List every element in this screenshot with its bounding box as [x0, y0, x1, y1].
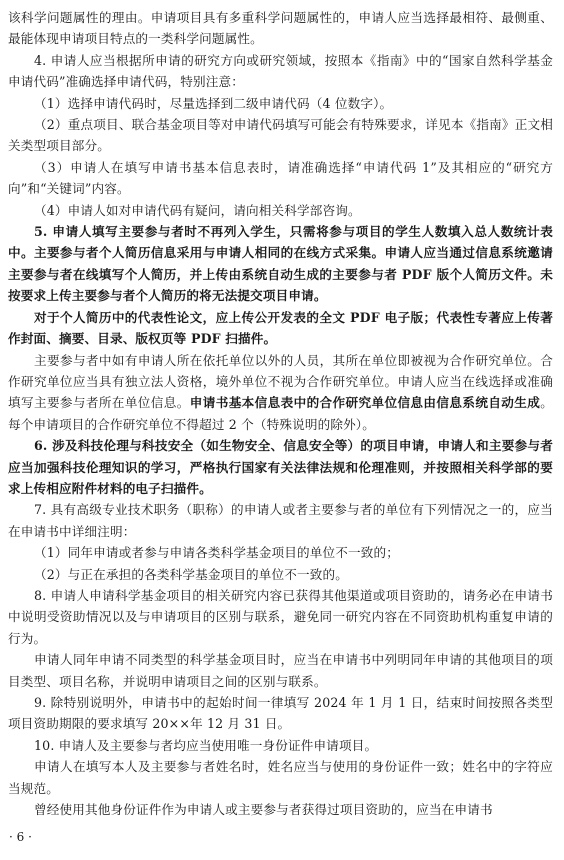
- page-number: · 6 ·: [9, 830, 32, 844]
- paragraph-5: （4）申请人如对申请代码有疑问，请向相关科学部咨询。: [34, 202, 361, 218]
- page-body: [8, 7, 553, 820]
- paragraph-4: （3）申请人在填写申请书基本信息表时，请准确选择“申请代码 1”及其相应的“研究方向”和“关键词”内容。: [8, 159, 553, 197]
- paragraph-11: （1）同年申请或者参与申请各类科学基金项目的单位不一致的；: [34, 545, 399, 561]
- paragraph-2: （1）选择申请代码时，尽量选择到二级申请代码（4 位数字）。: [34, 95, 393, 111]
- paragraph-12: （2）与正在承担的各类科学基金项目的单位不一致的。: [34, 566, 349, 582]
- paragraph-8-part-1: 主要参与者中如有申请人所在依托单位以外的人员，其所在单位即被视为合作研究单位。合作研究单位应当具有独立法人资格，境外单位不视为合作研究单位。申请人应当在线选择或准确填写主要参与者所在单位信息。: [8, 352, 553, 411]
- paragraph-17: 申请人在填写本人及主要参与者姓名时，姓名应当与使用的身份证件一致；姓名中的字符应当规范。: [8, 759, 553, 796]
- paragraph-15: 9. 除特别说明外，申请书中的起始时间一律填写 2024 年 1 月 1 日，结束时间按照各类型项目资助期限的要求填写 20××年 12 月 31 日。: [8, 695, 553, 732]
- paragraph-9-bold: 6. 涉及科技伦理与科技安全（如生物安全、信息安全等）的项目申请，申请人和主要参与者应当加强科技伦理知识的学习，严格执行国家有关法律法规和伦理准则，并按照相关科学部的要求上传相应附件材料的电子扫描件。: [8, 438, 553, 496]
- paragraph-8-part-3: 。每个申请项目的合作研究单位不得超过 2 个（特殊说明的除外）。: [8, 395, 553, 432]
- paragraph-7-bold: 对于个人简历中的代表性论文，应上传公开发表的全文 PDF 电子版；代表性专著应上传著作封面、摘要、目录、版权页等 PDF 扫描件。: [8, 309, 553, 347]
- paragraph-3: （2）重点项目、联合基金项目等对申请代码填写可能会有特殊要求，详见本《指南》正文相关类型项目部分。: [8, 117, 553, 154]
- paragraph-16: 10. 申请人及主要参与者均应当使用唯一身份证件申请项目。: [34, 737, 378, 753]
- paragraph-6-bold: 5. 申请人填写主要参与者时不再列入学生，只需将参与项目的学生人数填入总人数统计表中。主要参与者个人简历信息采用与申请人相同的在线方式采集。申请人应当通过信息系统邀请主要参与者在线填写个人简历，并上传由系统自动生成的主要参与者 PDF 版个人简历文件。未按要求上传主要参与者个人简历的将无法提交项目申请。: [8, 224, 553, 304]
- paragraph-14: 申请人同年申请不同类型的科学基金项目时，应当在申请书中列明同年申请的其他项目的项目类型、项目名称，并说明申请项目之间的区别与联系。: [8, 652, 553, 689]
- paragraph-1: 4. 申请人应当根据所申请的研究方向或研究领域，按照本《指南》中的“国家自然科学基金申请代码”准确选择申请代码，特别注意：: [8, 52, 553, 90]
- paragraph-13: 8. 申请人申请科学基金项目的相关研究内容已获得其他渠道或项目资助的，请务必在申请书中说明受资助情况以及与申请项目的区别与联系，避免同一研究内容在不同资助机构重复申请的行为。: [8, 587, 553, 646]
- paragraph-8-part-2-bold: 申请书基本信息表中的合作研究单位信息由信息系统自动生成: [189, 395, 541, 411]
- paragraph-18: 曾经使用其他身份证件作为申请人或主要参与者获得过项目资助的，应当在申请书: [34, 802, 493, 818]
- paragraph-0: 该科学问题属性的理由。申请项目具有多重科学问题属性的，申请人应当选择最相符、最侧重、最能体现申请项目特点的一类科学问题属性。: [8, 10, 553, 47]
- paragraph-10: 7. 具有高级专业技术职务（职称）的申请人或者主要参与者的单位有下列情况之一的，应当在申请书中详细注明：: [8, 502, 553, 539]
- paragraph-8: [8, 350, 553, 436]
